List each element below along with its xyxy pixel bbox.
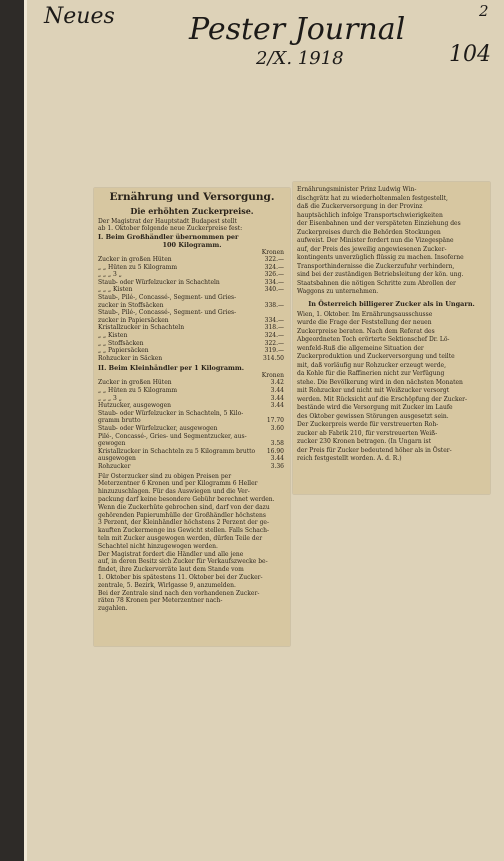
body-line: auf, der Preis des jeweilig angewiesenen Zucker-	[297, 245, 447, 253]
handwritten-page-number: 104	[449, 42, 491, 67]
price-value: 3.42	[270, 379, 284, 387]
price-item: Staub- oder Würfelzucker in Schachteln	[98, 278, 220, 286]
price-value: 3.36	[270, 463, 284, 470]
body-line: stehe. Die Bevölkerung wird in den nächsten Monaten	[297, 378, 463, 386]
body-line: des Oktober gewissen Störungen ausgesetzt sein.	[297, 412, 449, 420]
body-line: Wenn die Zuckerhüte gebrochen sind, darf von der dazu	[98, 503, 270, 511]
body-line: Wien, 1. Oktober. Im Ernährungsausschusse	[297, 310, 433, 318]
body-line: hinzuzuschlagen. Für das Auswiegen und die Ver-	[98, 488, 250, 496]
price-value: 3.44	[270, 402, 284, 410]
body-line: Für Osterzucker sind zu obigen Preisen per	[98, 472, 232, 480]
price-item: Hutzucker, ausgewogen	[98, 402, 172, 410]
price-item: Zucker in großen Hüten	[98, 256, 172, 263]
body-line: aufweist. Der Minister fordert nun die Vizegespäne	[297, 237, 454, 244]
price-value: 338.—	[264, 301, 284, 309]
price-item: Staub- oder Würfelzucker, ausgewogen	[98, 425, 218, 432]
body-line: 1. Oktober bis spätestens 11. Oktober bei der Zucker-	[98, 574, 263, 581]
price-item: „ „ Kisten	[98, 332, 128, 339]
body-line: dischgrätz hat zu wiederholtenmalen festgestellt,	[297, 194, 448, 202]
unit-label: Kronen	[261, 249, 284, 256]
price-item: „ „ Stoffsäcken	[98, 339, 144, 347]
body-line: zugahlen.	[98, 605, 128, 613]
price-item: Pilé-, Concassé-, Gries- und Segmentzucker, aus-	[98, 432, 247, 440]
price-item: „ „ Hüten zu 5 Kilogramm	[98, 387, 178, 394]
body-line: teln mit Zucker ausgewogen werden, dürfen Teile der	[98, 535, 263, 542]
price-value: 318.—	[264, 324, 284, 332]
price-value: 319.—	[264, 347, 284, 355]
price-item: Zucker in großen Hüten	[98, 379, 172, 387]
body-line: kontingents unverzüglich flüssig zu machen. Insoferne	[297, 254, 464, 261]
body-line: Der Magistrat fordert die Händler und alle jene	[98, 550, 244, 558]
price-value: 334.—	[264, 278, 284, 286]
price-item: „ „ „ 3 „	[98, 271, 122, 279]
price-value: 17.70	[266, 417, 284, 425]
price-item: „ „ „ 3 „	[98, 394, 122, 402]
price-item: Staub-, Pilé-, Concassé-, Segment- und Gries-	[98, 294, 237, 301]
price-item: „ „ Hüten zu 5 Kilogramm	[98, 263, 178, 271]
handwritten-date: 2/X. 1918	[256, 48, 344, 69]
body-line: der Eisenbahnen und der verspäteten Einziehung des	[297, 220, 461, 227]
price-item: zucker in Stoffsäcken	[98, 301, 164, 309]
price-value: 314.50	[263, 354, 284, 362]
price-value: 324.—	[264, 263, 284, 271]
price-item: „ „ „ Kisten	[98, 286, 133, 294]
article-heading: In Österreich billigerer Zucker als in Ungarn.	[308, 299, 475, 308]
body-line: 3 Perzent, der Kleinhändler höchstens 2 Perzent der ge-	[98, 519, 269, 527]
body-line: auf, in deren Besitz sich Zucker für Verkaufszwecke be-	[98, 558, 268, 566]
article-subtitle: Die erhöhten Zuckerpreise.	[130, 206, 254, 216]
body-line: zucker ab Fabrik 210, für verstreuerten Weiß-	[297, 429, 438, 437]
price-value: 324.—	[264, 332, 284, 339]
price-item: Staub- oder Würfelzucker in Schachteln, 5 Kilo-	[98, 409, 244, 417]
body-line: Ernährungsminister Prinz Ludwig Win-	[297, 186, 417, 193]
price-item: Kristallzucker in Schachteln	[98, 324, 185, 332]
price-value: 3.44	[270, 387, 284, 394]
body-line: Zuckerpreises durch die Behörden Stockungen	[297, 228, 441, 236]
price-value: 322.—	[264, 339, 284, 347]
section-heading: II. Beim Kleinhändler per 1 Kilogramm.	[98, 364, 245, 373]
body-line: zucker 230 Kronen betragen. (In Ungarn ist	[297, 438, 432, 445]
price-value: 3.60	[270, 425, 284, 432]
price-item: „ „ Papiersäcken	[98, 347, 149, 355]
body-line: Waggons zu unternehmen.	[297, 288, 379, 295]
body-line: Bei der Zentrale sind nach den vorhandenen Zucker-	[98, 589, 260, 597]
body-line: packung darf keine besondere Gebühr berechnet werden.	[98, 496, 275, 503]
body-line: sind bei der zuständigen Betriebsleitung der kön. ung.	[297, 271, 464, 278]
section-heading: I. Beim Großhändler übernommen per	[98, 233, 239, 241]
body-line: Zuckerproduktion und Zuckerversorgung und teilte	[297, 353, 455, 360]
sheet-edge	[24, 0, 27, 861]
body-line: gehörenden Papierumhülle der Großhändler höchstens	[98, 511, 266, 519]
section-heading: 100 Kilogramm.	[162, 241, 222, 249]
body-line: Zuckerpreise beraten. Nach dem Referat des	[297, 327, 435, 335]
body-line: findet, ihre Zuckervorräte laut dem Stande vom	[98, 566, 244, 574]
body-line: hauptsächlich infolge Transportschwierigkeiten	[297, 211, 443, 219]
price-item: gewogen	[98, 440, 126, 448]
body-line: wurde die Frage der Feststellung der neuen	[297, 319, 432, 326]
price-value: 322.—	[264, 256, 284, 263]
body-line: werden. Mit Rücksicht auf die Erschöpfung der Zucker-	[297, 395, 468, 403]
body-line: kauften Zuckermenge ins Gewicht stellen. Falls Schach-	[98, 527, 270, 535]
body-line: Abgeordneten Toch erörterte Sektionschef Dr. Lö-	[297, 336, 450, 343]
body-line: bestände wird die Versorgung mit Zucker im Laufe	[297, 404, 453, 411]
price-value: 340.—	[264, 286, 284, 294]
intro-line: Der Magistrat der Hauptstadt Budapest stellt	[98, 218, 237, 225]
unit-label: Kronen	[261, 372, 284, 380]
intro-line: ab 1. Oktober folgende neue Zuckerpreise fest:	[98, 225, 243, 232]
body-line: räten 78 Kronen per Meterzentner nach-	[98, 597, 223, 605]
body-line: der Preis für Zucker bedeutend höher als in Öster-	[297, 446, 452, 454]
right-newspaper-clipping	[293, 182, 490, 494]
price-value: 16.90	[266, 447, 284, 455]
body-line: Schachtel nicht hinzugewogen werden.	[98, 542, 218, 550]
body-line: Meterzentner 6 Kronen und per Kilogramm 6 Heller	[98, 480, 258, 488]
left-newspaper-clipping	[94, 188, 290, 646]
price-value: 3.58	[270, 440, 284, 448]
handwritten-newspaper-prefix: Neues	[44, 4, 115, 29]
price-item: gramm brutto	[98, 417, 141, 425]
body-line: mit, daß vorläufig nur Rohzucker erzeugt werde,	[297, 361, 447, 369]
body-line: Staatsbahnen die nötigen Schritte zum Abrollen der	[297, 279, 456, 287]
body-line: reich festgestellt worden. A. d. R.)	[297, 455, 402, 462]
price-value: 3.44	[270, 394, 284, 402]
price-item: zucker in Papiersäcken	[98, 316, 169, 324]
price-item: Rohzucker in Säcken	[98, 354, 163, 362]
body-line: zentrale, 5. Bezirk, Wirlgasse 9, anzumelden.	[98, 581, 236, 589]
handwritten-corner-mark: 2	[479, 2, 489, 20]
body-line: Transporthindernisse die Zuckerzufuhr verhindern,	[297, 262, 455, 270]
price-item: Staub-, Pilé-, Concassé-, Segment- und Gries-	[98, 309, 237, 317]
article-title: Ernährung und Versorgung.	[109, 191, 275, 203]
price-item: Rohzucker	[98, 463, 131, 470]
price-value: 334.—	[264, 316, 284, 324]
body-line: daß die Zuckerversorgung in der Provinz	[297, 203, 423, 210]
body-line: mit Rohzucker und nicht mit Weißzucker versorgt	[297, 387, 450, 394]
body-line: Der Zuckerpreis werde für verstreuerten Roh-	[297, 421, 439, 428]
body-line: wenfeld-Ruß die allgemeine Situation der	[297, 344, 424, 352]
price-value: 3.44	[270, 455, 284, 463]
price-value: 326.—	[264, 271, 284, 279]
price-item: Kristallzucker in Schachteln zu 5 Kilogramm brutto	[98, 447, 256, 455]
price-item: ausgewogen	[98, 455, 136, 463]
body-line: da Kohle für die Raffinerien nicht zur Verfügung	[297, 370, 445, 377]
handwritten-newspaper-name: Pester Journal	[189, 12, 406, 47]
